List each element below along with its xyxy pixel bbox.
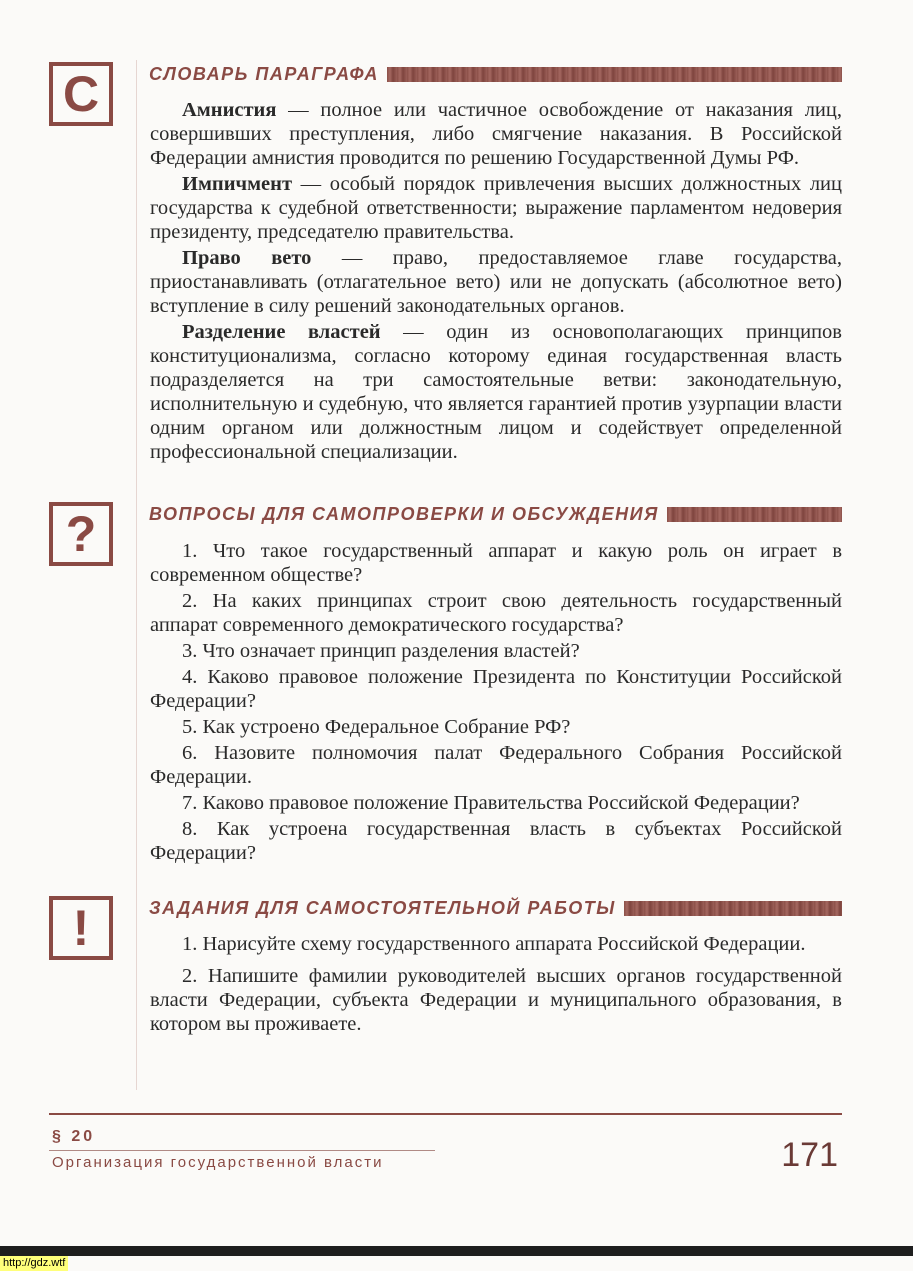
task-item: 1. Нарисуйте схему государственного аппарата Российской Федерации. — [182, 933, 806, 955]
questions-title-bar — [667, 507, 842, 522]
paragraph-number: § 20 — [52, 1128, 96, 1145]
question-item: 8. Как устроена государственная власть в субъектах Российской Федерации? — [150, 818, 842, 864]
vocabulary-title: СЛОВАРЬ ПАРАГРАФА — [149, 63, 379, 84]
paragraph-title: Организация государственной власти — [52, 1154, 384, 1171]
vocabulary-body — [150, 98, 842, 466]
margin-rule — [136, 60, 137, 1090]
questions-list — [150, 539, 842, 867]
scan-edge — [0, 1246, 913, 1256]
watermark-link[interactable]: http://gdz.wtf — [0, 1256, 68, 1271]
term-definition: — особый порядок привлечения высших должностных лиц государства к судебной ответственности; выражение парламентом недоверия президенту, председателю правительства. — [150, 173, 842, 243]
question-item: 6. Назовите полномочия палат Федерального Собрания Российской Федерации. — [150, 742, 842, 788]
question-item: 4. Каково правовое положение Президента по Конституции Российской Федерации? — [150, 666, 842, 712]
footer-sub-rule — [49, 1150, 435, 1151]
question-item: 5. Как устроено Федеральное Собрание РФ? — [182, 716, 571, 738]
page-number: 171 — [781, 1136, 838, 1174]
questions-header — [149, 502, 842, 526]
term-definition: — один из основополагающих принципов конституционализма, согласно которому единая государственная власть подразделяется на три самостоятельные ветви: законодательную, исполнительную и судебную, что является гарантией против узурпации власти одним органом или должностным лицом и содействует определенной профессиональной специализации. — [150, 321, 842, 463]
tasks-header — [149, 896, 842, 920]
vocabulary-icon: С — [49, 62, 113, 126]
question-item: 3. Что означает принцип разделения властей? — [182, 640, 580, 662]
term-definition: — право, предоставляемое главе государства, приостанавливать (отлагательное вето) или не допускать (абсолютное вето) вступление в силу решений законодательных органов. — [150, 247, 843, 317]
term-entry — [150, 320, 842, 464]
tasks-title-bar — [624, 901, 842, 916]
vocabulary-title-bar — [387, 67, 842, 82]
questions-title: ВОПРОСЫ ДЛЯ САМОПРОВЕРКИ И ОБСУЖДЕНИЯ — [149, 503, 659, 524]
term-name: Импичмент — [182, 173, 293, 195]
question-item: 1. Что такое государственный аппарат и какую роль он играет в современном обществе? — [150, 540, 842, 586]
term-definition: — полное или частичное освобождение от наказания лиц, совершивших преступления, либо смягчение наказания. В Российской Федерации амнистия проводится по решению Государственной Думы РФ. — [150, 99, 842, 169]
task-item: 2. Напишите фамилии руководителей высших органов государственной власти Федерации, субъекта Федерации и муниципального образования, в котором вы проживаете. — [150, 965, 842, 1035]
term-entry — [150, 246, 842, 318]
term-name: Амнистия — [182, 99, 277, 121]
vocabulary-header — [149, 62, 842, 86]
term-entry — [150, 172, 842, 244]
tasks-title: ЗАДАНИЯ ДЛЯ САМОСТОЯТЕЛЬНОЙ РАБОТЫ — [149, 897, 616, 918]
question-mark-icon: ? — [49, 502, 113, 566]
tasks-list — [150, 932, 842, 1044]
footer-rule — [49, 1113, 842, 1115]
term-name: Право вето — [182, 247, 312, 269]
term-entry — [150, 98, 842, 170]
exclamation-icon: ! — [49, 896, 113, 960]
question-item: 2. На каких принципах строит свою деятельность государственный аппарат современного демократического государства? — [150, 590, 842, 636]
question-item: 7. Каково правовое положение Правительства Российской Федерации? — [182, 792, 800, 814]
term-name: Разделение властей — [182, 321, 381, 343]
